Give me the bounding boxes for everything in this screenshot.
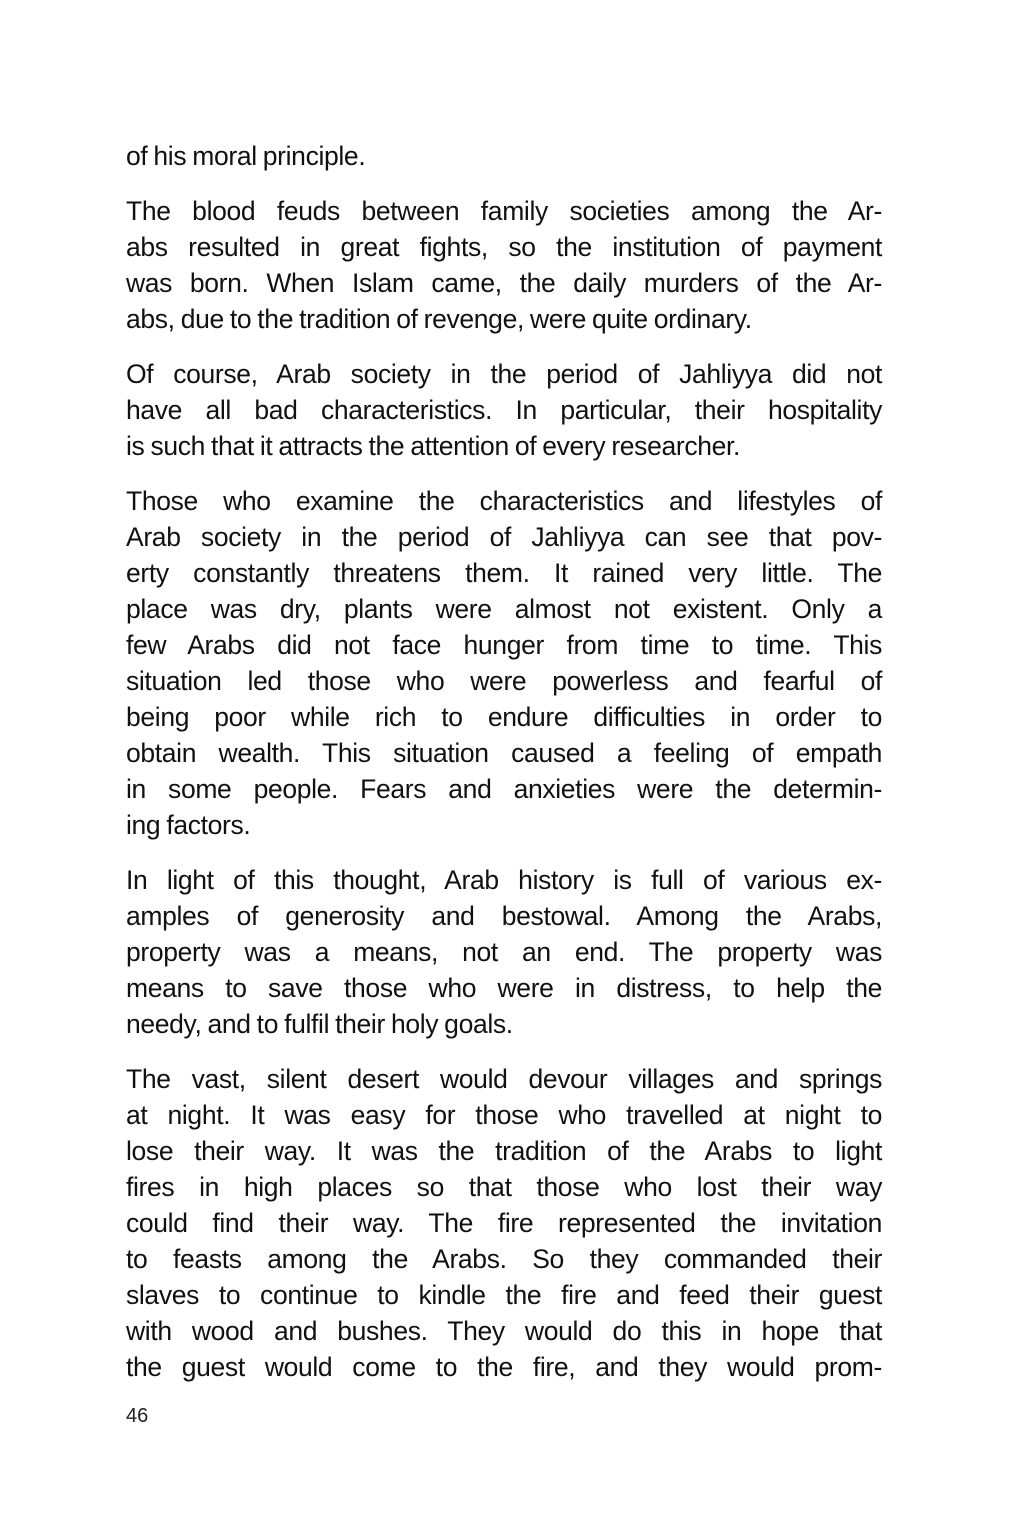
text-line: obtain wealth. This situation caused a feeling of empath — [126, 738, 882, 768]
paragraph — [126, 483, 882, 843]
text-line: to feasts among the Arabs. So they commanded their — [126, 1244, 882, 1274]
text-line: ing factors. — [126, 810, 251, 840]
text-line: in some people. Fears and anxieties were the determin- — [126, 774, 882, 804]
page-number: 46 — [126, 1405, 149, 1427]
text-line: is such that it attracts the attention of every researcher. — [126, 431, 741, 461]
text-line: abs, due to the tradition of revenge, were quite ordinary. — [126, 304, 752, 334]
text-line: slaves to continue to kindle the fire and feed their guest — [126, 1280, 882, 1310]
text-line: of his moral principle. — [126, 141, 366, 171]
text-line: could find their way. The fire represented the invitation — [126, 1208, 882, 1238]
text-line: needy, and to fulfil their holy goals. — [126, 1009, 513, 1039]
paragraph — [126, 138, 882, 174]
text-line: The vast, silent desert would devour villages and springs — [126, 1064, 882, 1094]
text-line: amples of generosity and bestowal. Among the Arabs, — [126, 901, 882, 931]
text-line: In light of this thought, Arab history is full of various ex- — [126, 865, 882, 895]
text-line: situation led those who were powerless and fearful of — [126, 666, 882, 696]
text-line: with wood and bushes. They would do this in hope that — [126, 1316, 882, 1346]
text-line: fires in high places so that those who lost their way — [126, 1172, 882, 1202]
paragraph — [126, 1061, 882, 1385]
text-line: have all bad characteristics. In particular, their hospitality — [126, 395, 882, 425]
text-line: lose their way. It was the tradition of the Arabs to light — [126, 1136, 882, 1166]
text-line: Those who examine the characteristics and lifestyles of — [126, 486, 882, 516]
text-line: at night. It was easy for those who travelled at night to — [126, 1100, 882, 1130]
text-line: the guest would come to the fire, and they would prom- — [126, 1352, 882, 1382]
text-line: place was dry, plants were almost not existent. Only a — [126, 594, 882, 624]
text-line: property was a means, not an end. The property was — [126, 937, 882, 967]
paragraph — [126, 862, 882, 1042]
page-body — [126, 138, 882, 1404]
paragraph — [126, 193, 882, 337]
text-line: Arab society in the period of Jahliyya can see that pov- — [126, 522, 882, 552]
text-line: abs resulted in great fights, so the institution of payment — [126, 232, 882, 262]
text-line: few Arabs did not face hunger from time to time. This — [126, 630, 882, 660]
text-line: Of course, Arab society in the period of Jahliyya did not — [126, 359, 882, 389]
text-line: means to save those who were in distress, to help the — [126, 973, 882, 1003]
paragraph — [126, 356, 882, 464]
text-line: The blood feuds between family societies among the Ar- — [126, 196, 882, 226]
text-line: erty constantly threatens them. It rained very little. The — [126, 558, 882, 588]
text-line: being poor while rich to endure difficulties in order to — [126, 702, 882, 732]
text-line: was born. When Islam came, the daily murders of the Ar- — [126, 268, 882, 298]
